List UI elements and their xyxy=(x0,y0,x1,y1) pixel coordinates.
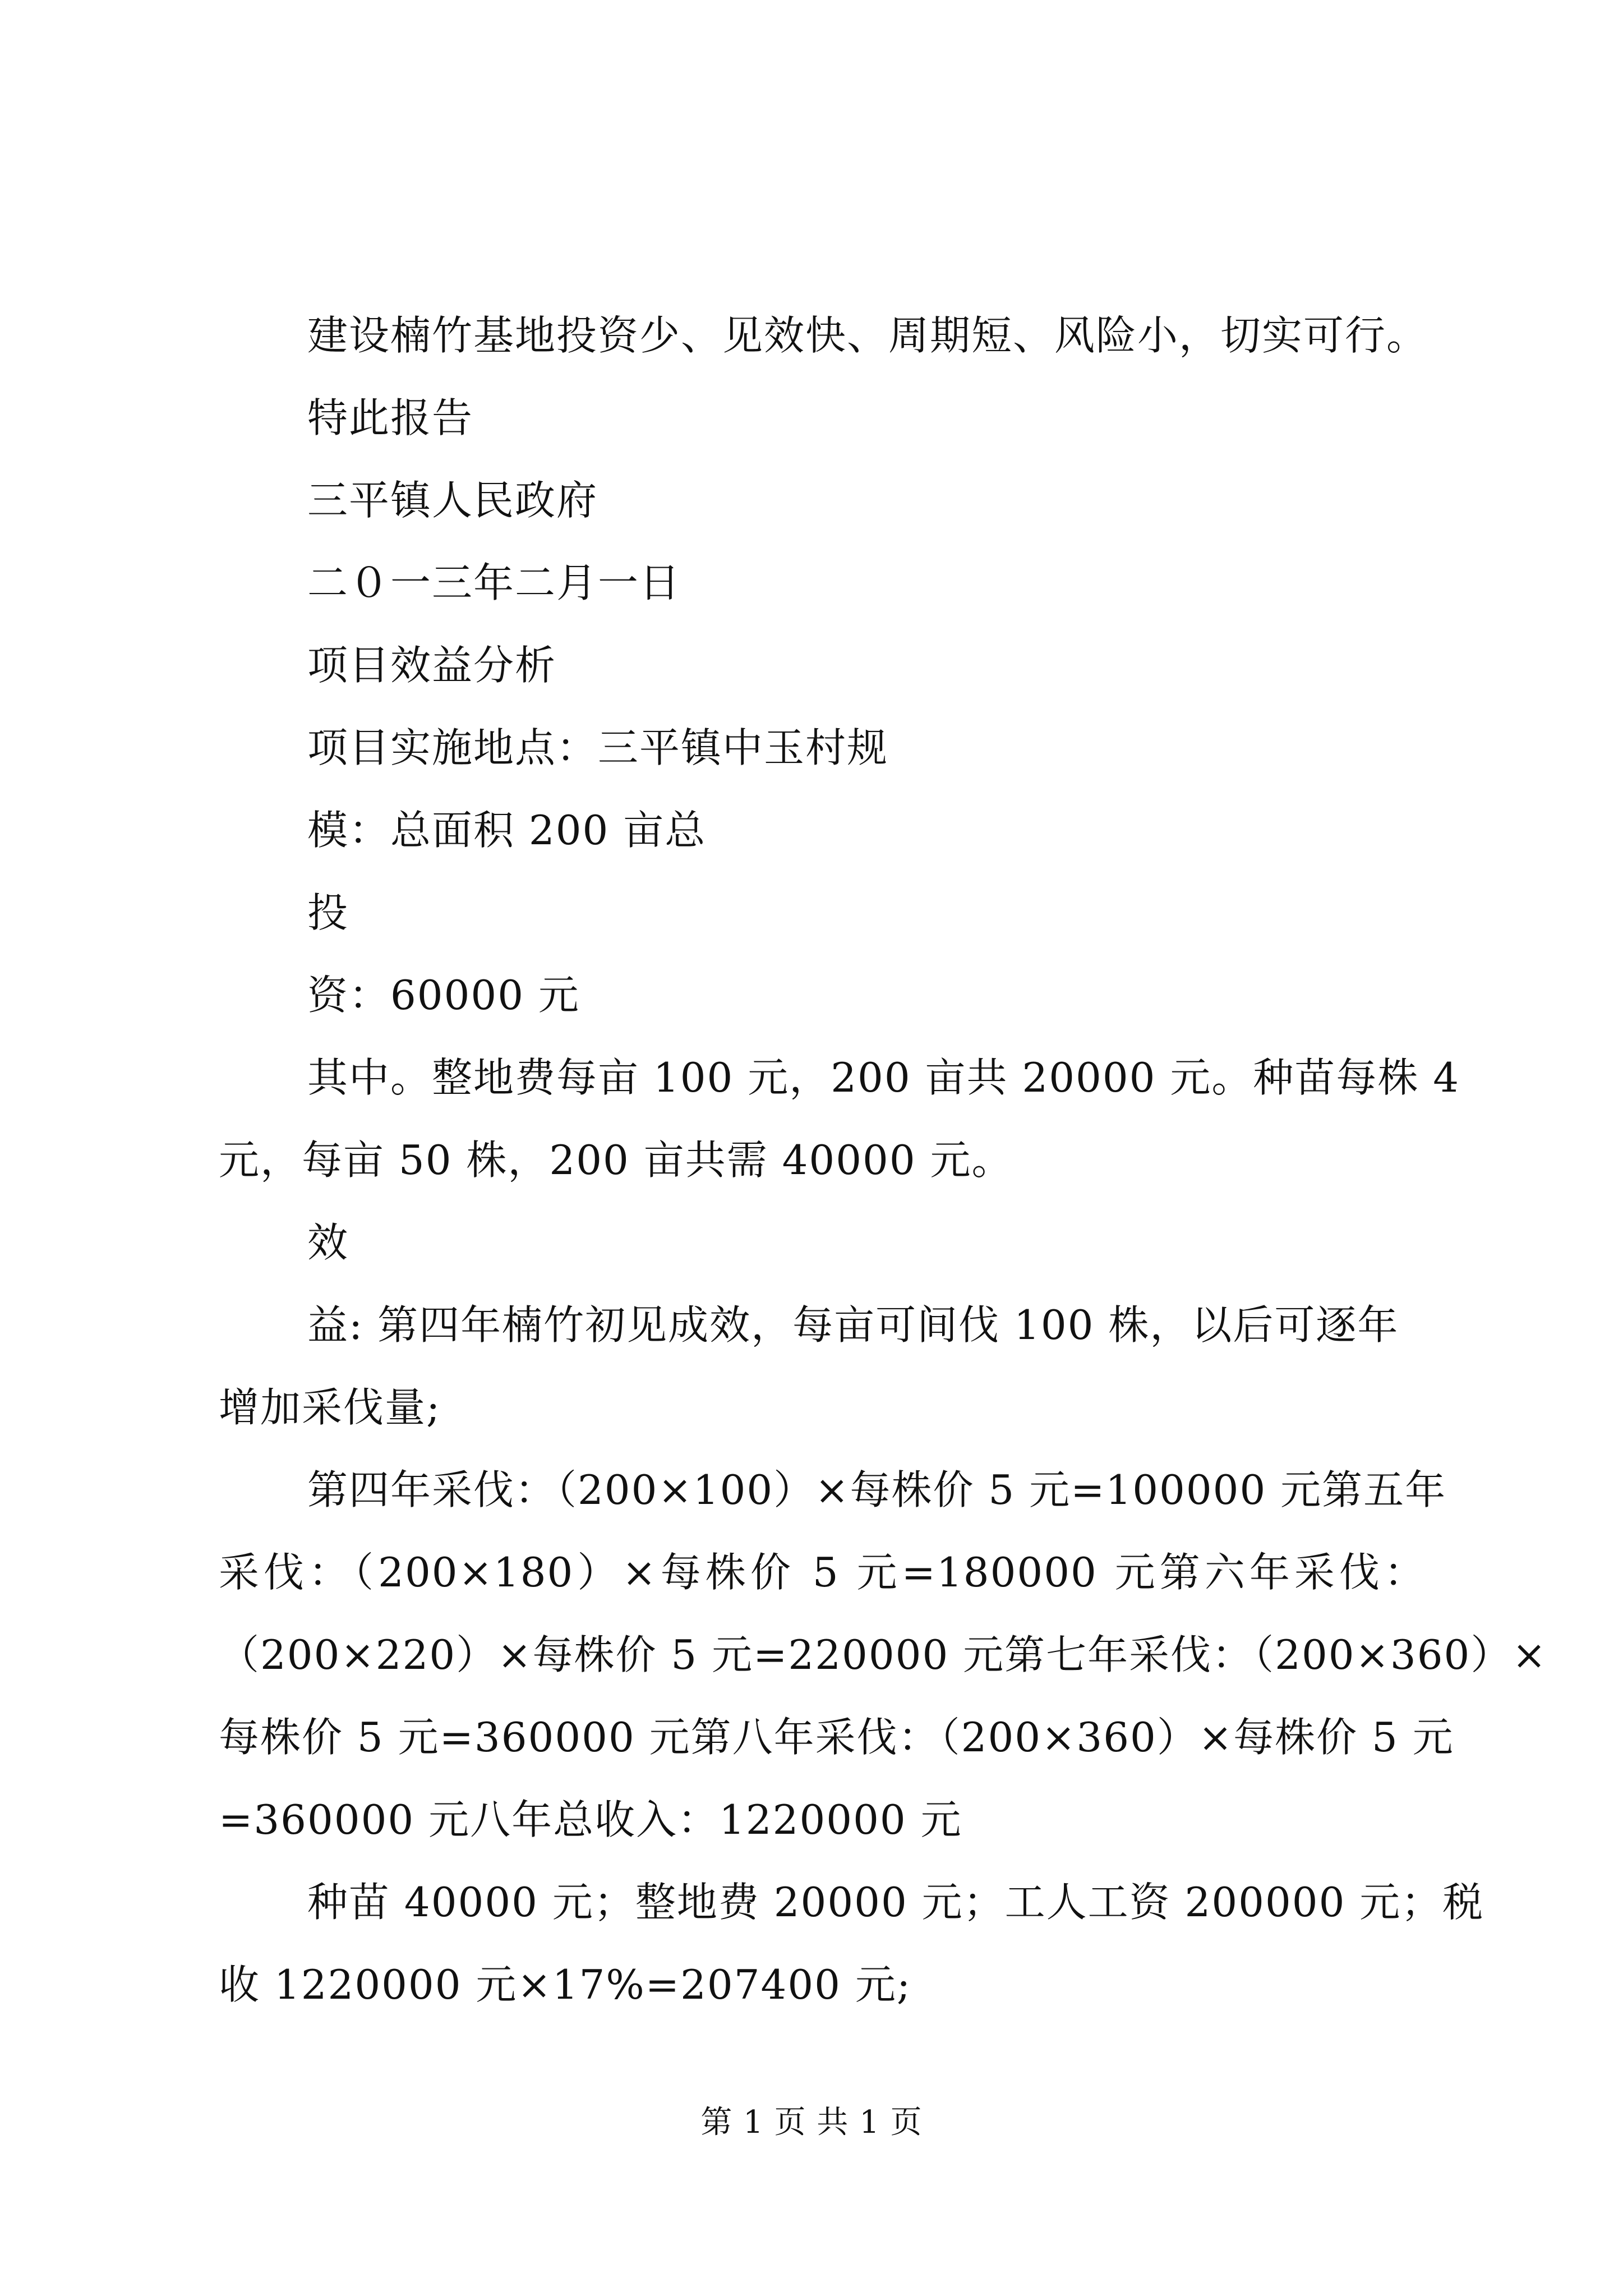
paragraph-line: 其中。整地费每亩 100 元，200 亩共 20000 元。种苗每株 4 xyxy=(307,1054,1460,1101)
paragraph-line: 益: 第四年楠竹初见成效，每亩可间伐 100 株，以后可逐年 xyxy=(307,1301,1399,1349)
paragraph-line: 第四年采伐：（200×100）×每株价 5 元=100000 元第五年 xyxy=(307,1466,1447,1513)
paragraph-line: （200×220）×每株价 5 元=220000 元第七年采伐：（200×360）× xyxy=(219,1631,1547,1678)
paragraph-line: 每株价 5 元=360000 元第八年采伐：（200×360）×每株价 5 元 xyxy=(219,1714,1454,1761)
paragraph-line: 二０一三年二月一日 xyxy=(307,559,681,606)
paragraph-line: 特此报告 xyxy=(307,394,474,441)
paragraph-line: 三平镇人民政府 xyxy=(307,477,598,524)
paragraph-line: 采伐：（200×180）×每株价 5 元=180000 元第六年采伐： xyxy=(219,1549,1426,1596)
paragraph-line: 种苗 40000 元；整地费 20000 元；工人工资 200000 元；税 xyxy=(307,1879,1484,1926)
paragraph-line: =360000 元八年总收入：1220000 元 xyxy=(219,1796,962,1843)
paragraph-line: 资：60000 元 xyxy=(307,972,580,1019)
paragraph-line: 元，每亩 50 株，200 亩共需 40000 元。 xyxy=(219,1137,1013,1184)
paragraph-line: 投 xyxy=(307,889,349,936)
paragraph-line: 收 1220000 元×17%=207400 元; xyxy=(219,1961,912,2008)
page-number-footer: 第 1 页 共 1 页 xyxy=(700,2104,923,2141)
paragraph-line: 效 xyxy=(307,1219,349,1266)
section-heading: 项目效益分析 xyxy=(307,642,557,689)
paragraph-line: 模：总面积 200 亩总 xyxy=(307,807,707,854)
paragraph-line: 建设楠竹基地投资少、见效快、周期短、风险小，切实可行。 xyxy=(307,312,1428,359)
paragraph-line: 项目实施地点：三平镇中玉村规 xyxy=(307,724,889,771)
paragraph-line: 增加采伐量; xyxy=(219,1384,441,1431)
